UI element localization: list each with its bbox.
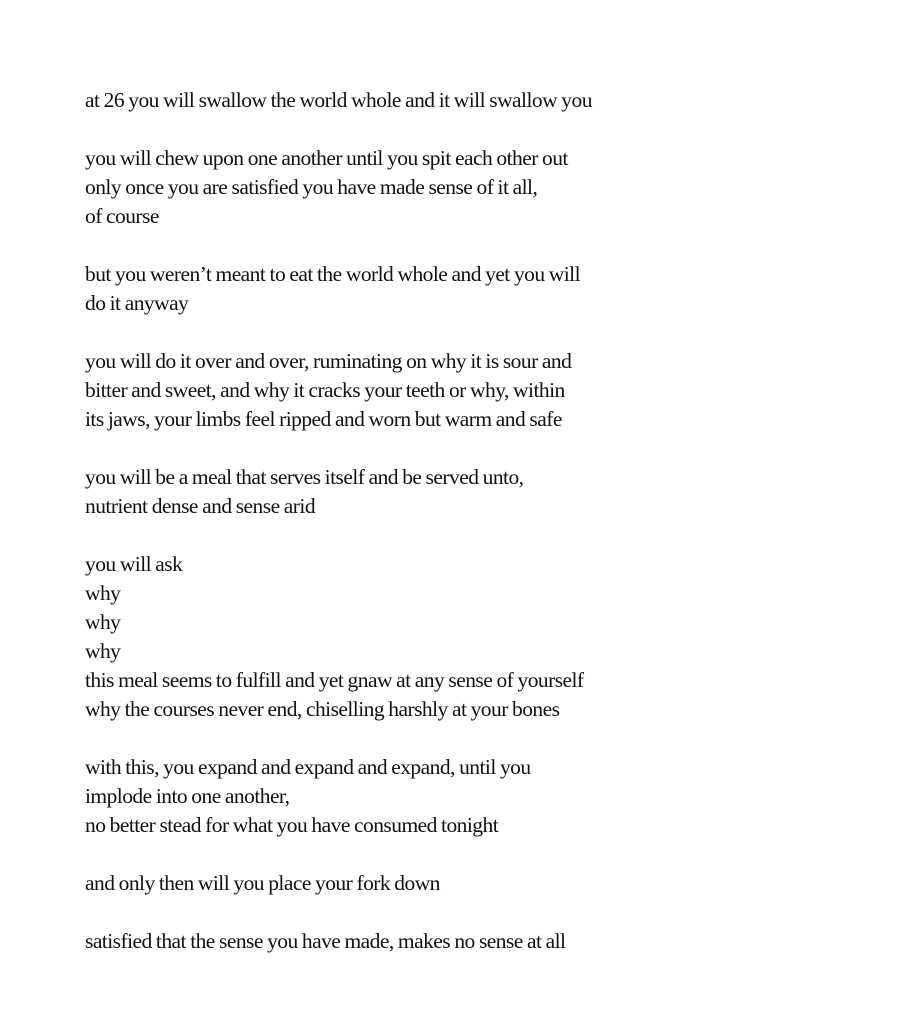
poem-line: you will ask (85, 552, 183, 576)
poem-stanza (85, 86, 865, 115)
poem-line: this meal seems to fulfill and yet gnaw at any sense of yourself (85, 668, 584, 692)
poem-stanza (85, 260, 865, 318)
poem-body (85, 86, 865, 956)
poem-stanza (85, 463, 865, 521)
poem-line: but you weren’t meant to eat the world whole and yet you will (85, 262, 581, 286)
poem-stanza (85, 550, 865, 724)
poem-line: implode into one another, (85, 784, 290, 808)
poem-stanza (85, 347, 865, 434)
poem-line: with this, you expand and expand and expand, until you (85, 755, 531, 779)
poem-stanza (85, 927, 865, 956)
poem-line: of course (85, 204, 159, 228)
poem-line: at 26 you will swallow the world whole and it will swallow you (85, 88, 592, 112)
poem-line: satisfied that the sense you have made, makes no sense at all (85, 929, 566, 953)
poem-line: you will do it over and over, ruminating on why it is sour and (85, 349, 572, 373)
poem-line: why (85, 610, 121, 634)
poem-line: you will chew upon one another until you spit each other out (85, 146, 568, 170)
poem-line: why (85, 639, 121, 663)
poem-line: no better stead for what you have consumed tonight (85, 813, 499, 837)
poem-line: and only then will you place your fork down (85, 871, 440, 895)
poem-stanza (85, 753, 865, 840)
poem-stanza (85, 869, 865, 898)
poem-line: nutrient dense and sense arid (85, 494, 316, 518)
poem-line: its jaws, your limbs feel ripped and worn but warm and safe (85, 407, 562, 431)
poem-line: you will be a meal that serves itself and be served unto, (85, 465, 524, 489)
poem-line: why (85, 581, 121, 605)
poem-stanza (85, 144, 865, 231)
poem-line: why the courses never end, chiselling harshly at your bones (85, 697, 560, 721)
poem-line: bitter and sweet, and why it cracks your teeth or why, within (85, 378, 565, 402)
poem-line: do it anyway (85, 291, 189, 315)
poem-line: only once you are satisfied you have made sense of it all, (85, 175, 538, 199)
